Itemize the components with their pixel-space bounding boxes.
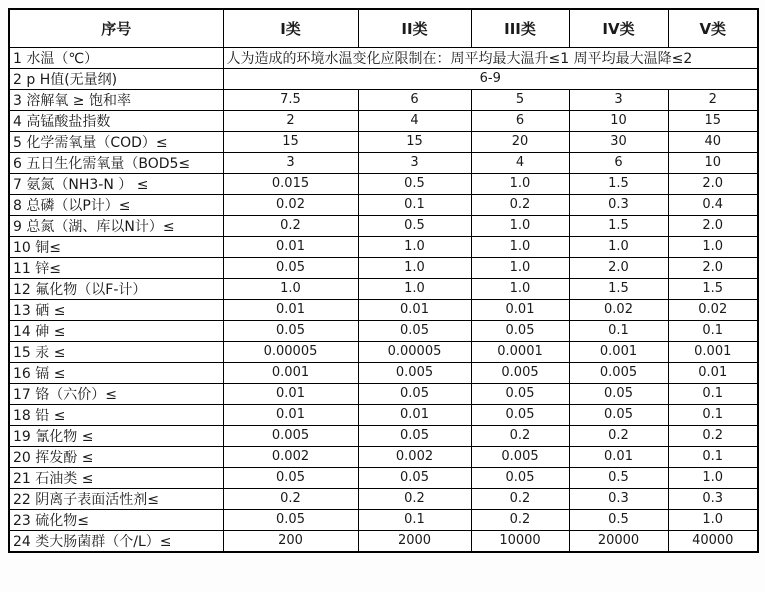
row-label: 11 锌≤ (9, 257, 223, 278)
row-label: 7 氨氮（NH3-N ） ≤ (9, 173, 223, 194)
value-cell: 0.5 (569, 509, 668, 530)
value-cell: 0.2 (358, 488, 471, 509)
value-cell: 1.0 (471, 236, 569, 257)
value-cell: 0.05 (471, 404, 569, 425)
value-cell: 7.5 (223, 89, 358, 110)
value-cell: 0.00005 (223, 341, 358, 362)
row-label: 4 高锰酸盐指数 (9, 110, 223, 131)
table-row (9, 320, 758, 341)
value-cell: 30 (569, 131, 668, 152)
row-label: 8 总磷（以P计）≤ (9, 194, 223, 215)
row-label: 24 类大肠菌群（个/L）≤ (9, 530, 223, 552)
value-cell: 1.0 (471, 215, 569, 236)
value-cell: 0.005 (358, 362, 471, 383)
row-label: 18 铅 ≤ (9, 404, 223, 425)
merged-value-cell: 6-9 (223, 68, 758, 89)
header-class-4: IV类 (569, 9, 668, 47)
value-cell: 4 (358, 110, 471, 131)
header-index: 序号 (9, 9, 223, 47)
value-cell: 0.1 (358, 194, 471, 215)
table-row (9, 299, 758, 320)
value-cell: 20000 (569, 530, 668, 552)
value-cell: 0.1 (668, 404, 758, 425)
value-cell: 0.5 (358, 215, 471, 236)
value-cell: 10 (569, 110, 668, 131)
value-cell: 0.05 (471, 467, 569, 488)
value-cell: 0.2 (223, 215, 358, 236)
value-cell: 1.0 (668, 467, 758, 488)
value-cell: 0.05 (223, 257, 358, 278)
row-label: 9 总氮（湖、库以N计）≤ (9, 215, 223, 236)
row-label: 13 硒 ≤ (9, 299, 223, 320)
value-cell: 0.05 (358, 425, 471, 446)
value-cell: 2 (223, 110, 358, 131)
table-row (9, 110, 758, 131)
value-cell: 0.2 (223, 488, 358, 509)
value-cell: 0.00005 (358, 341, 471, 362)
value-cell: 0.05 (223, 509, 358, 530)
row-label: 16 镉 ≤ (9, 362, 223, 383)
value-cell: 2000 (358, 530, 471, 552)
value-cell: 10 (668, 152, 758, 173)
value-cell: 0.05 (223, 467, 358, 488)
row-label: 2 p H值(无量纲) (9, 68, 223, 89)
value-cell: 40000 (668, 530, 758, 552)
value-cell: 0.4 (668, 194, 758, 215)
value-cell: 6 (569, 152, 668, 173)
table-row (9, 257, 758, 278)
value-cell: 1.0 (471, 173, 569, 194)
water-quality-standards-table (8, 8, 759, 553)
value-cell: 0.001 (668, 341, 758, 362)
value-cell: 0.05 (358, 383, 471, 404)
value-cell: 0.1 (569, 320, 668, 341)
value-cell: 20 (471, 131, 569, 152)
header-row (9, 9, 758, 47)
table-row (9, 467, 758, 488)
value-cell: 0.002 (358, 446, 471, 467)
value-cell: 0.05 (569, 404, 668, 425)
value-cell: 4 (471, 152, 569, 173)
table-row (9, 131, 758, 152)
table-row (9, 425, 758, 446)
value-cell: 0.01 (471, 299, 569, 320)
header-class-5: V类 (668, 9, 758, 47)
value-cell: 1.0 (471, 278, 569, 299)
value-cell: 0.002 (223, 446, 358, 467)
value-cell: 0.005 (569, 362, 668, 383)
value-cell: 0.02 (668, 299, 758, 320)
value-cell: 1.0 (668, 236, 758, 257)
value-cell: 0.2 (471, 425, 569, 446)
value-cell: 0.015 (223, 173, 358, 194)
value-cell: 0.02 (569, 299, 668, 320)
value-cell: 15 (668, 110, 758, 131)
value-cell: 2.0 (668, 173, 758, 194)
table-row (9, 194, 758, 215)
header-class-3: III类 (471, 9, 569, 47)
value-cell: 0.3 (668, 488, 758, 509)
value-cell: 6 (471, 110, 569, 131)
row-label: 21 石油类 ≤ (9, 467, 223, 488)
row-label: 5 化学需氧量（COD）≤ (9, 131, 223, 152)
header-class-1: I类 (223, 9, 358, 47)
value-cell: 0.5 (358, 173, 471, 194)
value-cell: 0.2 (471, 488, 569, 509)
value-cell: 0.1 (668, 320, 758, 341)
table-row (9, 488, 758, 509)
value-cell: 1.0 (358, 236, 471, 257)
table-row (9, 362, 758, 383)
value-cell: 1.0 (358, 257, 471, 278)
table-row (9, 215, 758, 236)
table-row (9, 383, 758, 404)
value-cell: 0.05 (471, 383, 569, 404)
value-cell: 1.0 (471, 257, 569, 278)
value-cell: 5 (471, 89, 569, 110)
value-cell: 0.005 (471, 446, 569, 467)
value-cell: 0.01 (569, 446, 668, 467)
value-cell: 3 (569, 89, 668, 110)
value-cell: 0.01 (358, 299, 471, 320)
value-cell: 40 (668, 131, 758, 152)
merged-value-cell: 人为造成的环境水温变化应限制在：周平均最大温升≤1 周平均最大温降≤2 (223, 47, 758, 68)
table-row (9, 509, 758, 530)
row-label: 1 水温（℃） (9, 47, 223, 68)
row-label: 10 铜≤ (9, 236, 223, 257)
table-row (9, 404, 758, 425)
row-label: 12 氟化物（以F-计） (9, 278, 223, 299)
table-row (9, 278, 758, 299)
value-cell: 0.2 (471, 509, 569, 530)
table-row (9, 341, 758, 362)
table-row (9, 530, 758, 552)
value-cell: 2.0 (668, 257, 758, 278)
value-cell: 0.1 (668, 446, 758, 467)
table-row (9, 89, 758, 110)
row-label: 6 五日生化需氧量（BOD5≤ (9, 152, 223, 173)
value-cell: 3 (223, 152, 358, 173)
value-cell: 2.0 (569, 257, 668, 278)
value-cell: 0.05 (569, 383, 668, 404)
value-cell: 0.02 (223, 194, 358, 215)
row-label: 19 氰化物 ≤ (9, 425, 223, 446)
value-cell: 6 (358, 89, 471, 110)
value-cell: 0.0001 (471, 341, 569, 362)
table-body (9, 47, 758, 552)
row-label: 14 砷 ≤ (9, 320, 223, 341)
value-cell: 0.005 (223, 425, 358, 446)
row-label: 22 阴离子表面活性剂≤ (9, 488, 223, 509)
value-cell: 0.01 (223, 236, 358, 257)
row-label: 17 铬（六价）≤ (9, 383, 223, 404)
value-cell: 1.5 (668, 278, 758, 299)
row-label: 3 溶解氧 ≥ 饱和率 (9, 89, 223, 110)
value-cell: 1.0 (569, 236, 668, 257)
value-cell: 0.01 (223, 383, 358, 404)
value-cell: 0.3 (569, 488, 668, 509)
header-class-2: II类 (358, 9, 471, 47)
value-cell: 0.1 (358, 509, 471, 530)
table-row (9, 47, 758, 68)
value-cell: 1.5 (569, 215, 668, 236)
value-cell: 0.005 (471, 362, 569, 383)
value-cell: 1.0 (358, 278, 471, 299)
row-label: 15 汞 ≤ (9, 341, 223, 362)
value-cell: 0.05 (471, 320, 569, 341)
value-cell: 2 (668, 89, 758, 110)
value-cell: 3 (358, 152, 471, 173)
value-cell: 0.001 (223, 362, 358, 383)
table-row (9, 446, 758, 467)
value-cell: 0.2 (471, 194, 569, 215)
value-cell: 0.3 (569, 194, 668, 215)
value-cell: 15 (358, 131, 471, 152)
table-row (9, 68, 758, 89)
value-cell: 0.01 (223, 404, 358, 425)
table-row (9, 152, 758, 173)
value-cell: 10000 (471, 530, 569, 552)
value-cell: 1.0 (668, 509, 758, 530)
value-cell: 0.001 (569, 341, 668, 362)
table-row (9, 173, 758, 194)
value-cell: 0.01 (358, 404, 471, 425)
value-cell: 0.05 (223, 320, 358, 341)
value-cell: 0.5 (569, 467, 668, 488)
table-row (9, 236, 758, 257)
value-cell: 0.1 (668, 383, 758, 404)
value-cell: 0.05 (358, 320, 471, 341)
value-cell: 1.5 (569, 173, 668, 194)
value-cell: 0.01 (223, 299, 358, 320)
value-cell: 0.05 (358, 467, 471, 488)
row-label: 23 硫化物≤ (9, 509, 223, 530)
value-cell: 1.0 (223, 278, 358, 299)
row-label: 20 挥发酚 ≤ (9, 446, 223, 467)
value-cell: 0.2 (668, 425, 758, 446)
value-cell: 0.01 (668, 362, 758, 383)
value-cell: 200 (223, 530, 358, 552)
value-cell: 0.2 (569, 425, 668, 446)
value-cell: 15 (223, 131, 358, 152)
value-cell: 2.0 (668, 215, 758, 236)
value-cell: 1.5 (569, 278, 668, 299)
